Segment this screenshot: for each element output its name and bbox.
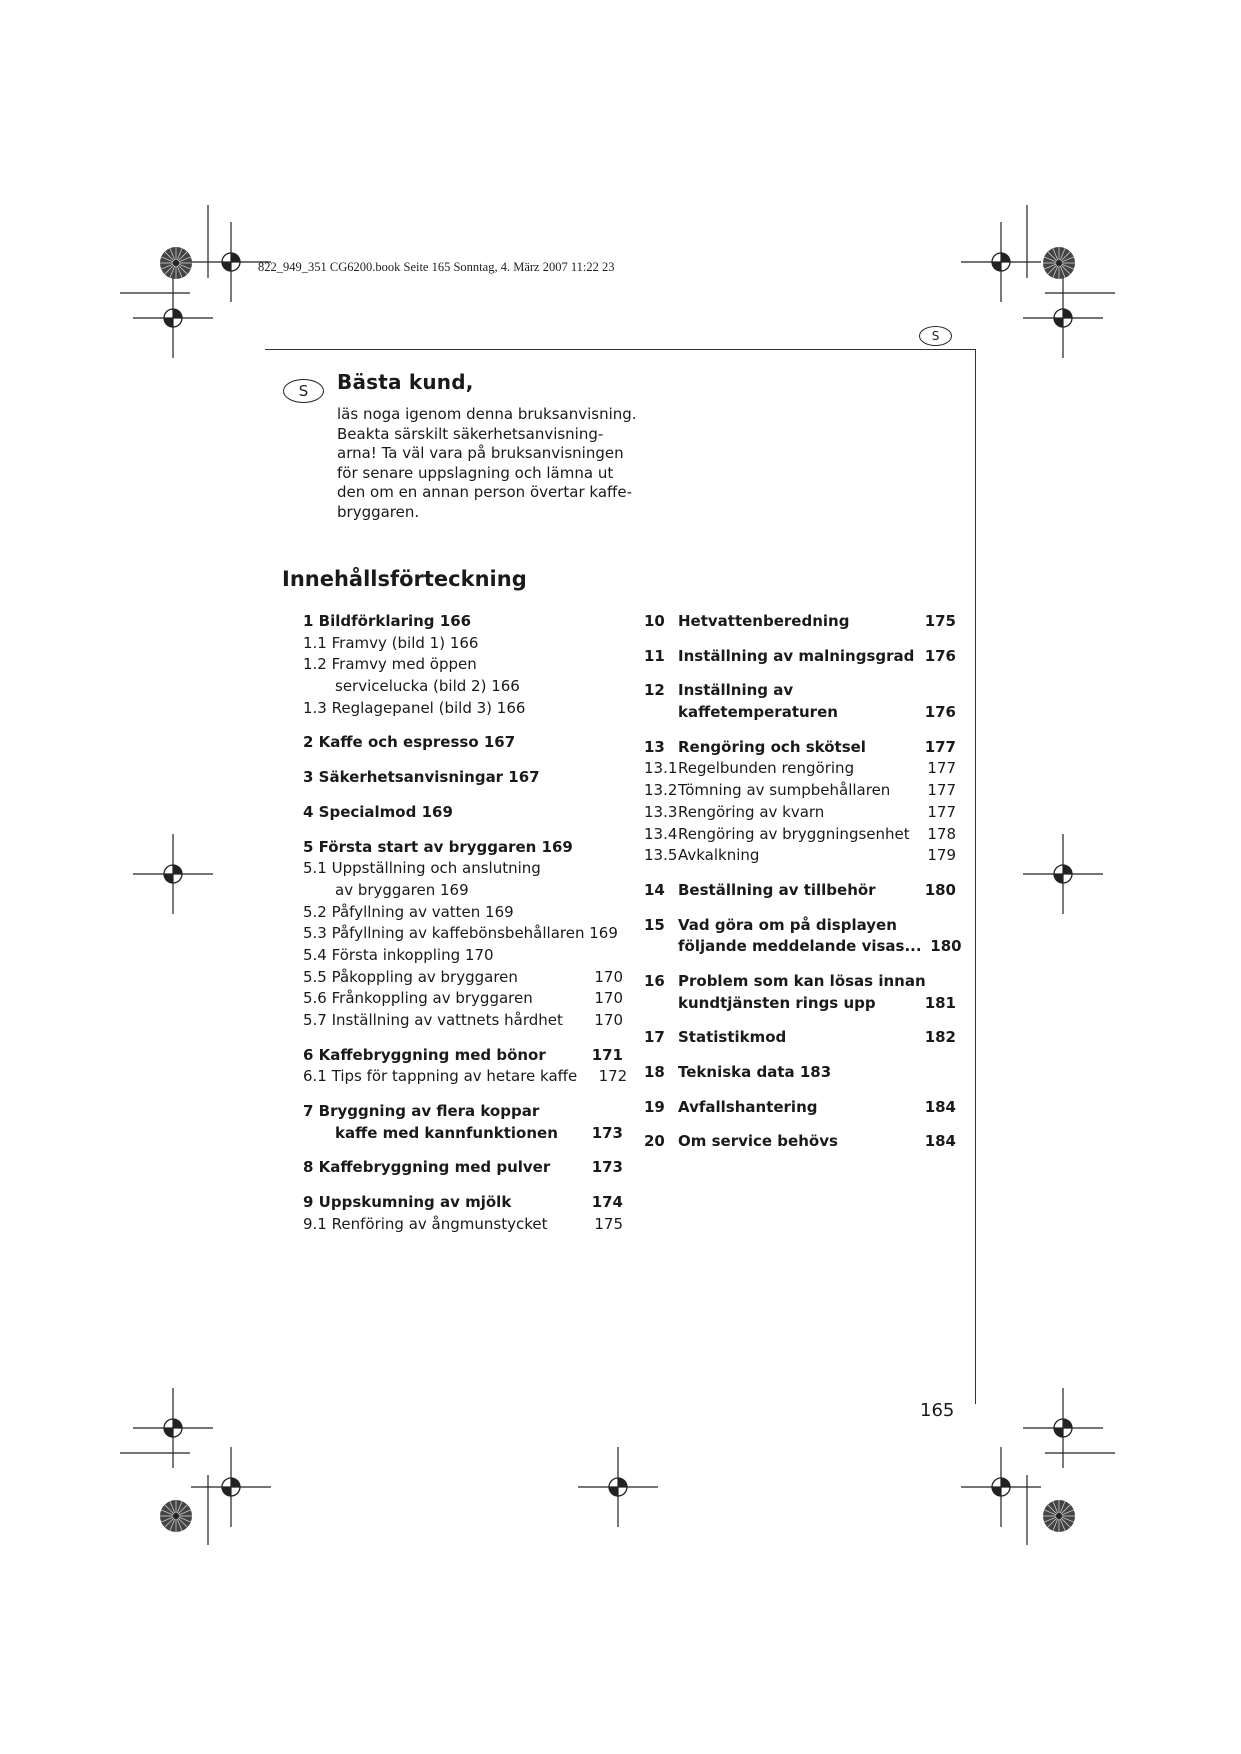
toc-row-page: 170: [594, 1011, 623, 1029]
toc-row-title: 5.7 Inställning av vattnets hårdhet: [303, 1011, 563, 1029]
toc-row-title: 5.5 Påkoppling av bryggaren: [303, 967, 518, 986]
toc-row-title: Hetvattenberedning: [678, 612, 850, 630]
greeting-title: Bästa kund,: [337, 370, 474, 394]
toc-row-number: 13.2: [644, 781, 678, 800]
toc-row-page: 180: [924, 880, 956, 899]
toc-row-page: 177: [927, 781, 956, 800]
toc-entry: [644, 737, 956, 867]
intro-line: den om en annan person övertar kaffe-: [337, 483, 632, 502]
toc-row-page: 175: [594, 1214, 623, 1233]
toc-row-page: 176: [924, 703, 956, 722]
toc-row-title: av bryggaren 169: [335, 880, 469, 899]
toc-row-title: 3 Säkerhetsanvisningar 167: [303, 768, 540, 787]
toc-row-number: 13.5: [644, 846, 678, 865]
toc-row[interactable]: [303, 698, 623, 720]
print-header: 822_949_351 CG6200.book Seite 165 Sonntag, 4. März 2007 11:22 23: [258, 260, 615, 274]
toc-row-page: 182: [924, 1028, 956, 1047]
toc-row[interactable]: [644, 802, 956, 824]
toc-row-number: 13.4: [644, 824, 678, 843]
toc-row[interactable]: [303, 1045, 623, 1067]
toc-row-title: 2 Kaffe och espresso 167: [303, 733, 516, 752]
toc-entry: [303, 611, 623, 719]
side-mark-right: [1023, 834, 1103, 914]
toc-row-title: 6 Kaffebryggning med bönor: [303, 1045, 546, 1064]
toc-row-page: 173: [591, 1158, 623, 1177]
toc-row-title: Rengöring och skötsel: [678, 737, 866, 756]
intro-line: arna! Ta väl vara på bruksanvisningen: [337, 444, 624, 463]
toc-row-page: 176: [924, 646, 956, 665]
toc-row[interactable]: [303, 802, 623, 824]
side-mark-left: [133, 834, 213, 914]
toc-row-title: 1.1 Framvy (bild 1) 166: [303, 633, 479, 652]
toc-entry: [303, 837, 623, 1032]
toc-row-title: 6.1 Tips för tappning av hetare kaffe: [303, 1067, 578, 1086]
toc-row[interactable]: [644, 993, 956, 1015]
toc-row-title: servicelucka (bild 2) 166: [335, 677, 520, 696]
toc-row-title: 5 Första start av bryggaren 169: [303, 837, 573, 856]
toc-row[interactable]: [644, 1062, 956, 1084]
toc-row-number: 16: [644, 971, 665, 990]
toc-row-title: kaffe med kannfunktionen: [335, 1123, 558, 1142]
toc-row-title: 8 Kaffebryggning med pulver: [303, 1158, 551, 1177]
toc-entry: [644, 1027, 956, 1049]
toc-row-title: Inställning av: [678, 681, 794, 700]
toc-row-title: Regelbunden rengöring: [678, 759, 855, 778]
toc-row[interactable]: [303, 1214, 623, 1236]
toc-row[interactable]: [303, 880, 623, 902]
toc-row[interactable]: [303, 611, 623, 633]
toc-row-title: 5.1 Uppställning och anslutning: [303, 859, 541, 878]
toc-row-title: kaffetemperaturen: [678, 703, 838, 722]
toc-row-page: 174: [591, 1193, 623, 1212]
toc-row-title: 5.2 Påfyllning av vatten 169: [303, 902, 514, 921]
toc-entry: [644, 1097, 956, 1119]
toc-row-title: Beställning av tillbehör: [678, 880, 876, 899]
toc-row-title: 5.4 Första inkoppling 170: [303, 945, 494, 964]
toc-row-number: 10: [644, 612, 665, 630]
toc-row-page: 171: [591, 1045, 623, 1064]
toc-row[interactable]: [303, 988, 623, 1010]
toc-row-title: 1 Bildförklaring 166: [303, 612, 472, 630]
toc-row[interactable]: [644, 1027, 956, 1049]
toc-row[interactable]: [644, 646, 956, 668]
toc-row-page: 180: [930, 937, 962, 956]
toc-row[interactable]: [303, 858, 623, 880]
toc-row-page: 170: [594, 967, 623, 986]
toc-row[interactable]: [303, 1192, 623, 1214]
toc-row-page: 181: [924, 993, 956, 1012]
toc-row-page: 184: [924, 1097, 956, 1116]
toc-row-page: 177: [924, 737, 956, 756]
toc-row-page: 179: [927, 846, 956, 865]
toc-row-title: Inställning av malningsgrad: [678, 646, 915, 665]
toc-row-page: 173: [591, 1123, 623, 1142]
toc-row[interactable]: [644, 702, 956, 724]
toc-entry: [303, 802, 623, 824]
toc-row[interactable]: [644, 758, 956, 780]
toc-row-number: 19: [644, 1097, 665, 1116]
language-badge-section: S: [283, 379, 324, 403]
toc-entry: [303, 1101, 623, 1144]
toc-row-number: 18: [644, 1063, 665, 1081]
toc-entry: [303, 1157, 623, 1179]
toc-entry: [644, 971, 956, 1014]
toc-right-column: [644, 611, 962, 1166]
toc-row-title: 9 Uppskumning av mjölk: [303, 1193, 512, 1212]
toc-entry: [644, 880, 956, 902]
toc-row-title: 4 Specialmod 169: [303, 802, 453, 821]
toc-entry: [303, 1045, 628, 1088]
toc-row-title: Rengöring av kvarn: [678, 802, 825, 821]
toc-entry: [644, 1062, 956, 1084]
toc-entry: [644, 611, 956, 633]
toc-row-number: [644, 702, 678, 724]
intro-line: läs noga igenom denna bruksanvisning.: [337, 405, 637, 423]
toc-row-page: 177: [927, 759, 956, 778]
toc-row[interactable]: [644, 1097, 956, 1119]
toc-row[interactable]: [644, 611, 956, 633]
toc-entry: [644, 680, 956, 723]
toc-row-page: 172: [598, 1067, 628, 1086]
toc-row-title: 1.3 Reglagepanel (bild 3) 166: [303, 698, 526, 717]
toc-row-title: Avfallshantering: [678, 1097, 818, 1116]
toc-row-title: Tömning av sumpbehållaren: [678, 781, 891, 800]
toc-row[interactable]: [303, 732, 623, 754]
toc-row[interactable]: [644, 737, 956, 759]
toc-row-number: 13.1: [644, 759, 678, 778]
toc-row-number: 12: [644, 681, 665, 700]
intro-line: för senare uppslagning och lämna ut: [337, 463, 614, 482]
toc-entry: [644, 1131, 956, 1153]
toc-row[interactable]: [303, 654, 623, 676]
toc-row-number: 11: [644, 646, 665, 665]
toc-row-number: 13.3: [644, 802, 678, 821]
toc-row-number: 20: [644, 1132, 665, 1151]
toc-title: Innehållsförteckning: [282, 567, 527, 591]
toc-row[interactable]: [303, 902, 623, 924]
toc-row[interactable]: [303, 1101, 623, 1123]
corner-mark-top-left: [120, 205, 271, 358]
toc-row[interactable]: [303, 633, 623, 655]
toc-row[interactable]: [644, 880, 956, 902]
toc-row-page: 184: [924, 1132, 956, 1151]
toc-row-title: kundtjänsten rings upp: [678, 993, 876, 1012]
toc-row-number: 17: [644, 1028, 665, 1047]
toc-row-title: 9.1 Renföring av ångmunstycket: [303, 1214, 548, 1233]
toc-row-title: 5.3 Påfyllning av kaffebönsbehållaren 169: [303, 924, 618, 943]
toc-row-number: 13: [644, 737, 665, 756]
toc-row[interactable]: [644, 780, 956, 802]
toc-row[interactable]: [303, 945, 623, 967]
toc-row[interactable]: [303, 1157, 623, 1179]
toc-row[interactable]: [303, 837, 623, 859]
toc-row-number: [644, 936, 678, 958]
corner-mark-bottom-left: [120, 1388, 271, 1545]
toc-row-title: Statistikmod: [678, 1028, 787, 1047]
toc-row-title: Avkalkning: [678, 846, 760, 865]
toc-row[interactable]: [644, 971, 956, 993]
toc-row-title: Rengöring av bryggningsenhet: [678, 824, 910, 843]
intro-line: Beakta särskilt säkerhetsanvisning-: [337, 424, 604, 443]
toc-row-title: 1.2 Framvy med öppen: [303, 655, 477, 674]
toc-row[interactable]: [303, 767, 623, 789]
toc-row-title: 7 Bryggning av flera koppar: [303, 1102, 540, 1121]
toc-row[interactable]: [303, 1123, 623, 1145]
toc-left-column: [303, 611, 628, 1249]
toc-row[interactable]: [644, 824, 956, 846]
toc-row-number: 14: [644, 880, 665, 899]
toc-row[interactable]: [644, 915, 956, 937]
toc-entry: [303, 732, 623, 754]
toc-row-page: 177: [927, 802, 956, 821]
frame-right-rule: [975, 349, 976, 1404]
toc-row-title: följande meddelande visas...: [678, 937, 922, 956]
intro-paragraph: [337, 405, 637, 523]
toc-row[interactable]: [644, 1131, 956, 1153]
toc-row[interactable]: [303, 923, 623, 945]
page-number: 165: [920, 1400, 955, 1421]
toc-row-page: 178: [927, 824, 956, 843]
toc-row[interactable]: [303, 1010, 623, 1032]
toc-row-number: 15: [644, 915, 665, 934]
bottom-center-mark: [578, 1447, 658, 1527]
toc-row-title: Vad göra om på displayen: [678, 915, 897, 934]
toc-row-page: 170: [594, 989, 623, 1008]
toc-row-title: Tekniska data 183: [678, 1063, 832, 1081]
toc-row-title: Om service behövs: [678, 1132, 838, 1151]
toc-row[interactable]: [303, 676, 623, 698]
toc-row[interactable]: [303, 967, 623, 989]
toc-row-title: Problem som kan lösas innan: [678, 971, 926, 990]
intro-line: bryggaren.: [337, 502, 420, 521]
corner-mark-bottom-right: [961, 1388, 1115, 1545]
corner-mark-top-right: [961, 205, 1115, 358]
toc-row[interactable]: [303, 1066, 628, 1088]
toc-entry: [644, 915, 962, 958]
toc-row[interactable]: [644, 845, 956, 867]
toc-entry: [303, 767, 623, 789]
toc-entry: [303, 1192, 623, 1235]
toc-entry: [644, 646, 956, 668]
frame-top-rule: [265, 349, 976, 350]
toc-row[interactable]: [644, 680, 956, 702]
language-badge: S: [919, 326, 952, 346]
toc-row-number: [644, 993, 678, 1015]
toc-row-page: 175: [924, 612, 956, 630]
toc-row-title: 5.6 Frånkoppling av bryggaren: [303, 989, 533, 1008]
toc-row[interactable]: [644, 936, 962, 958]
